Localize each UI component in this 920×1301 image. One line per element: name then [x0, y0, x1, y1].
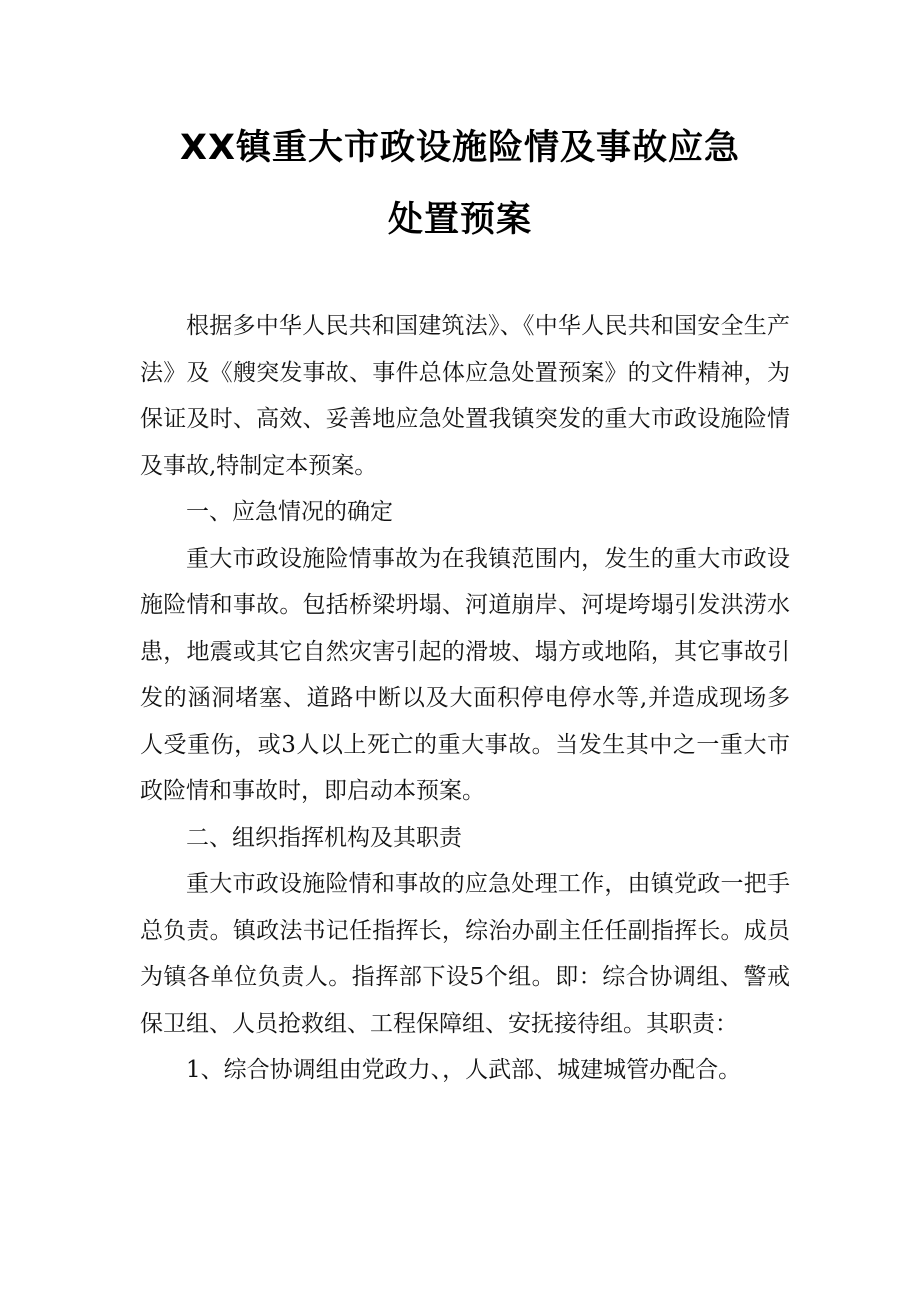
- section-heading-1: 一、应急情况的确定: [186, 499, 393, 525]
- paragraph-section-2: 重大市政设施险情和事故的应急处理工作，由镇党政一把手总负责。镇政法书记任指挥长，综治办副主任任副指挥长。成员为镇各单位负责人。指挥部下设5个组。即：综合协调组、警戒保卫组、人员抢救组、工程保障组、安抚接待组。其职责：: [140, 871, 790, 1037]
- paragraph-preamble: 根据多中华人民共和国建筑法》、《中华人民共和国安全生产法》及《艘突发事故、事件总体应急处置预案》的文件精神，为保证及时、高效、妥善地应急处置我镇突发的重大市政设施险情及事故,特制定本预案。: [140, 313, 790, 479]
- document-body: [140, 303, 790, 1094]
- document-title-line-1: XX镇重大市政设施险情及事故应急: [180, 128, 740, 168]
- section-heading-2: 二、组织指挥机构及其职责: [186, 824, 462, 851]
- list-item-1: 1、综合协调组由党政力、，人武部、城建城管办配合。: [186, 1057, 742, 1083]
- paragraph-section-1: 重大市政设施险情事故为在我镇范围内，发生的重大市政设施险情和事故。包括桥梁坍塌、河道崩岸、河堤垮塌引发洪涝水患，地震或其它自然灾害引起的滑坡、塌方或地陷，其它事故引发的涵洞堵塞、道路中断以及大面积停电停水等,并造成现场多人受重伤，或3人以上死亡的重大事故。当发生其中之一重大市政险情和事故时，即启动本预案。: [140, 545, 790, 804]
- document-title-line-2: 处置预案: [387, 200, 532, 240]
